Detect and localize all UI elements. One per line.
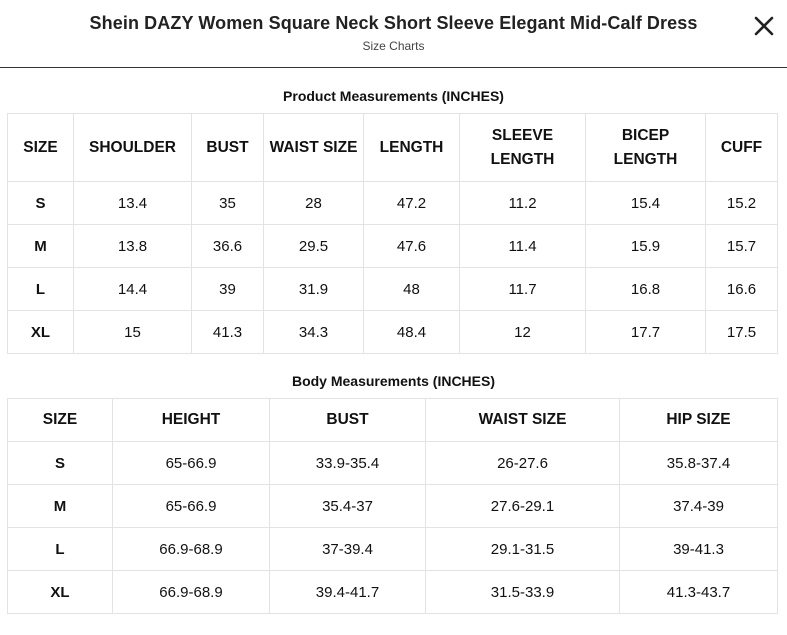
product-measurements-title: Product Measurements (INCHES) <box>283 88 504 104</box>
table-cell: 26-27.6 <box>426 442 620 485</box>
table-row <box>8 571 778 614</box>
table-cell: 12 <box>460 311 586 354</box>
close-icon <box>751 13 777 39</box>
column-header: HEIGHT <box>113 399 270 442</box>
table-cell: 13.8 <box>74 225 192 268</box>
table-cell: 29.5 <box>264 225 364 268</box>
size-cell: XL <box>8 571 113 614</box>
modal-subtitle: Size Charts <box>362 39 425 53</box>
table-cell: 47.6 <box>364 225 460 268</box>
table-cell: 35.8-37.4 <box>620 442 778 485</box>
table-cell: 15 <box>74 311 192 354</box>
table-cell: 41.3-43.7 <box>620 571 778 614</box>
table-cell: 65-66.9 <box>113 485 270 528</box>
table-cell: 47.2 <box>364 182 460 225</box>
table-cell: 31.5-33.9 <box>426 571 620 614</box>
column-header: SLEEVE LENGTH <box>460 114 586 182</box>
table-cell: 33.9-35.4 <box>270 442 426 485</box>
column-header: SHOULDER <box>74 114 192 182</box>
column-header: LENGTH <box>364 114 460 182</box>
table-cell: 15.9 <box>586 225 706 268</box>
size-cell: XL <box>8 311 74 354</box>
size-cell: S <box>8 182 74 225</box>
table-cell: 35.4-37 <box>270 485 426 528</box>
table-row <box>8 311 778 354</box>
table-cell: 34.3 <box>264 311 364 354</box>
column-header: WAIST SIZE <box>426 399 620 442</box>
product-measurements-table <box>7 113 778 354</box>
table-cell: 13.4 <box>74 182 192 225</box>
table-cell: 27.6-29.1 <box>426 485 620 528</box>
table-cell: 11.7 <box>460 268 586 311</box>
modal-title: Shein DAZY Women Square Neck Short Sleeve Elegant Mid-Calf Dress <box>89 13 698 33</box>
table-cell: 16.6 <box>706 268 778 311</box>
table-cell: 14.4 <box>74 268 192 311</box>
table-cell: 31.9 <box>264 268 364 311</box>
table-header-row <box>8 114 778 182</box>
table-cell: 29.1-31.5 <box>426 528 620 571</box>
table-cell: 48 <box>364 268 460 311</box>
table-cell: 39 <box>192 268 264 311</box>
table-cell: 11.2 <box>460 182 586 225</box>
table-header-row <box>8 399 778 442</box>
table-row <box>8 268 778 311</box>
column-header: HIP SIZE <box>620 399 778 442</box>
table-row <box>8 225 778 268</box>
table-cell: 37-39.4 <box>270 528 426 571</box>
column-header: SIZE <box>8 114 74 182</box>
table-row <box>8 485 778 528</box>
column-header: BICEP LENGTH <box>586 114 706 182</box>
size-cell: L <box>8 528 113 571</box>
size-cell: M <box>8 225 74 268</box>
table-cell: 11.4 <box>460 225 586 268</box>
table-row <box>8 182 778 225</box>
modal-header <box>0 0 787 68</box>
table-cell: 39-41.3 <box>620 528 778 571</box>
table-cell: 15.2 <box>706 182 778 225</box>
table-cell: 66.9-68.9 <box>113 528 270 571</box>
table-cell: 15.4 <box>586 182 706 225</box>
table-cell: 35 <box>192 182 264 225</box>
table-cell: 41.3 <box>192 311 264 354</box>
table-row <box>8 528 778 571</box>
size-cell: S <box>8 442 113 485</box>
close-button[interactable] <box>751 13 777 39</box>
column-header: WAIST SIZE <box>264 114 364 182</box>
table-cell: 48.4 <box>364 311 460 354</box>
table-cell: 37.4-39 <box>620 485 778 528</box>
size-cell: M <box>8 485 113 528</box>
column-header: CUFF <box>706 114 778 182</box>
table-cell: 17.7 <box>586 311 706 354</box>
table-cell: 17.5 <box>706 311 778 354</box>
column-header: BUST <box>270 399 426 442</box>
body-measurements-table <box>7 398 778 614</box>
table-cell: 15.7 <box>706 225 778 268</box>
column-header: BUST <box>192 114 264 182</box>
size-cell: L <box>8 268 74 311</box>
table-cell: 39.4-41.7 <box>270 571 426 614</box>
table-cell: 16.8 <box>586 268 706 311</box>
table-cell: 28 <box>264 182 364 225</box>
body-measurements-title: Body Measurements (INCHES) <box>291 373 496 389</box>
table-row <box>8 442 778 485</box>
table-cell: 66.9-68.9 <box>113 571 270 614</box>
table-cell: 65-66.9 <box>113 442 270 485</box>
table-cell: 36.6 <box>192 225 264 268</box>
column-header: SIZE <box>8 399 113 442</box>
